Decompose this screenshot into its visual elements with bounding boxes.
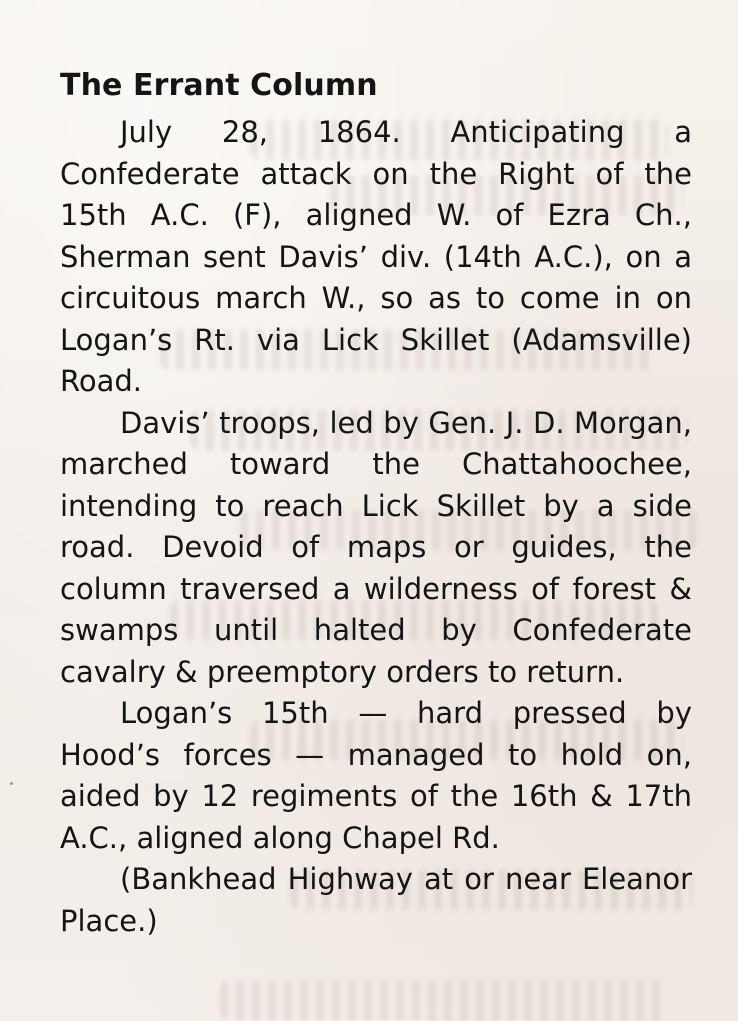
paragraph: Davis’ troops, led by Gen. J. D. Morgan, marched toward the Chattahoochee, intending to reach Lick Skillet by a side road. Devoid of maps or guides, the column traversed a wilderness of forest & swamps until halted by Confederate cavalry & preemptory orders to return. (60, 405, 692, 689)
article-title: The Errant Column (60, 68, 378, 103)
dust-speck (10, 782, 13, 785)
paragraph: (Bankhead Highway at or near Eleanor Place.) (60, 862, 692, 938)
paragraph: July 28, 1864. Anticipating a Confederate attack on the Right of the 15th A.C. (F), aligned W. of Ezra Ch., Sherman sent Davis’ div. (14th A.C.), on a circuitous march W., so as to come in on Logan’s Rt. via Lick Skillet (Adamsville) Road. (60, 115, 692, 398)
bleed-line (220, 980, 668, 1020)
paragraph: Logan’s 15th — hard pressed by Hood’s forces — managed to hold on, aided by 12 regiments of the 16th & 17th A.C., aligned along Chapel Rd. (60, 696, 692, 855)
article (60, 66, 692, 942)
